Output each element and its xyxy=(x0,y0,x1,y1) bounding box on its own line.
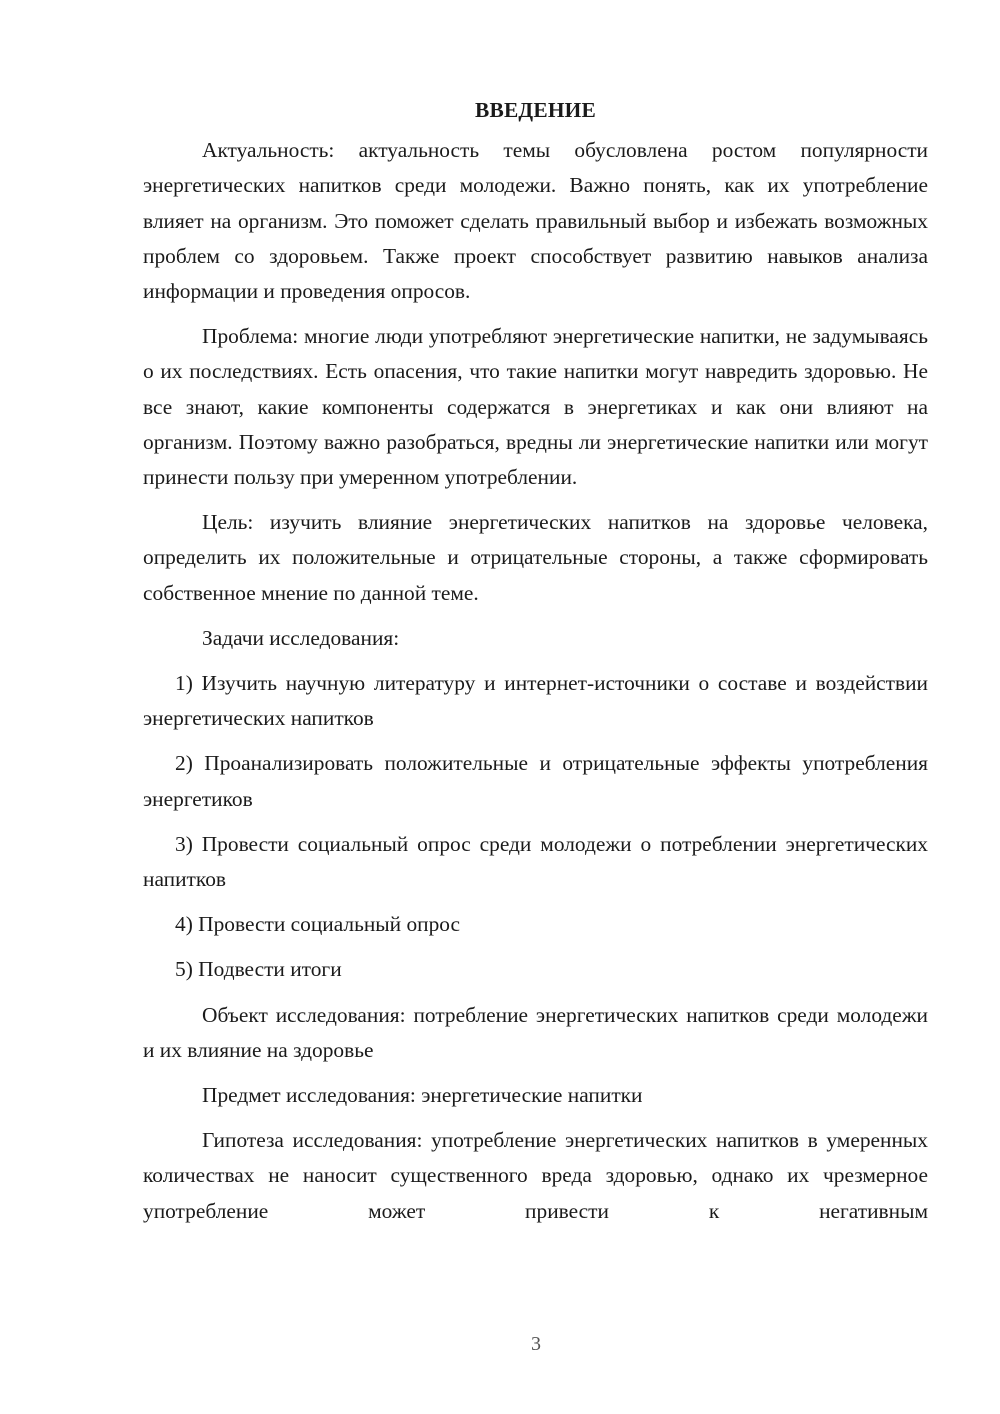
paragraph-goal: Цель: изучить влияние энергетических напитков на здоровье человека, определить их положительные и отрицательные стороны, а также сформировать собственное мнение по данной теме. xyxy=(143,510,928,605)
paragraph-hypothesis: Гипотеза исследования: употребление энергетических напитков в умеренных количествах не наносит существенного вреда здоровью, однако их чрезмерное употребление может привести к негативным xyxy=(143,1128,928,1223)
task-item: 1) Изучить научную литературу и интернет-источники о составе и воздействии энергетических напитков xyxy=(143,671,928,731)
section-heading: ВВЕДЕНИЕ xyxy=(475,98,596,122)
tasks-title: Задачи исследования: xyxy=(202,625,400,650)
task-item: 2) Проанализировать положительные и отрицательные эффекты употребления энергетиков xyxy=(143,751,928,811)
paragraph-relevance: Актуальность: актуальность темы обусловлена ростом популярности энергетических напитков среди молодежи. Важно понять, как их употребление влияет на организм. Это поможет сделать правильный выбор и избежать возможных проблем со здоровьем. Также проект способствует развитию навыков анализа информации и проведения опросов. xyxy=(143,138,928,304)
task-item: 5) Подвести итоги xyxy=(175,957,342,982)
paragraph-object: Объект исследования: потребление энергетических напитков среди молодежи и их влияние на здоровье xyxy=(143,1002,928,1062)
paragraph-problem: Проблема: многие люди употребляют энергетические напитки, не задумываясь о их последствиях. Есть опасения, что такие напитки могут навредить здоровью. Не все знают, какие компоненты содержатся в энергетиках и как они влияют на организм. Поэтому важно разобраться, вредны ли энергетические напитки или могут принести пользу при умеренном употреблении. xyxy=(143,324,928,490)
paragraph-subject: Предмет исследования: энергетические напитки xyxy=(202,1083,643,1108)
task-item: 3) Провести социальный опрос среди молодежи о потреблении энергетических напитков xyxy=(143,831,928,892)
task-item: 4) Провести социальный опрос xyxy=(175,912,461,937)
document-page xyxy=(143,93,928,1229)
page-number: 3 xyxy=(531,1333,541,1355)
